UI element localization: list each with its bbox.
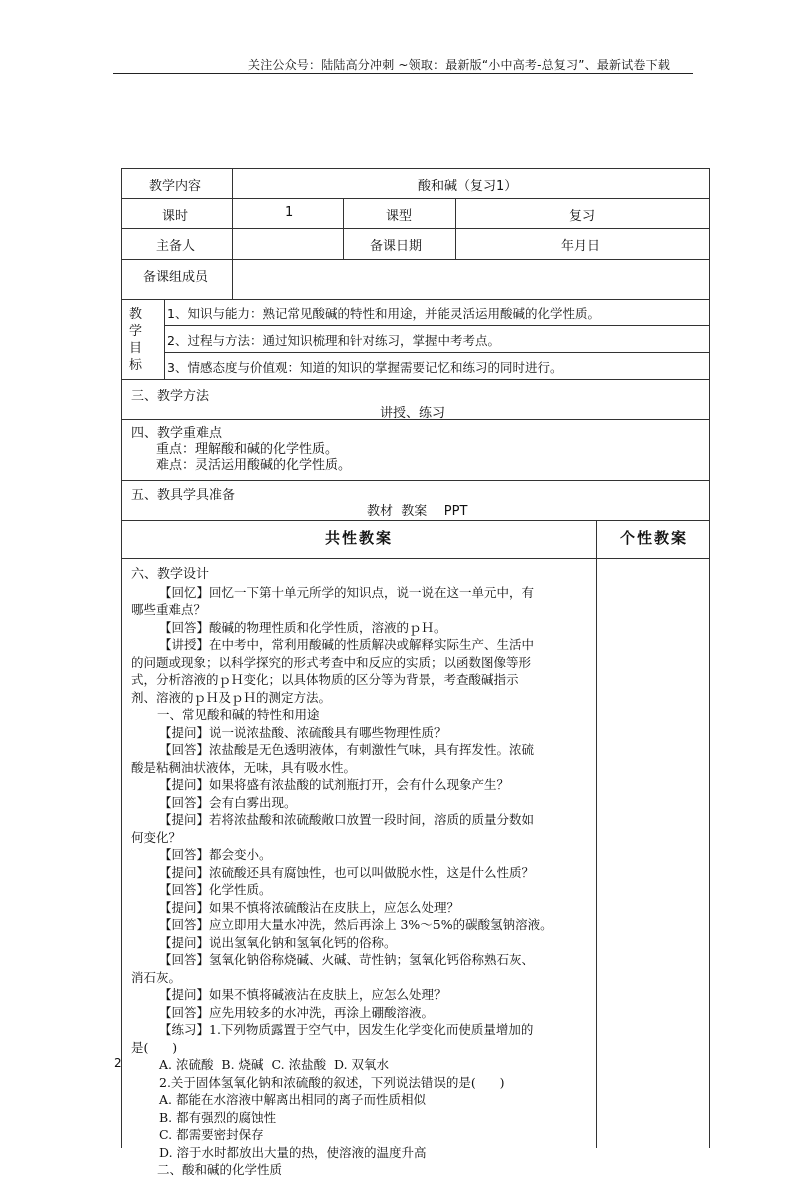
- design-line: 二、酸和碱的化学性质: [157, 1162, 283, 1177]
- preparer-value-cell: [232, 228, 344, 260]
- design-line: 剂、溶液的ｐＨ及ｐＨ的测定方法。: [131, 689, 332, 705]
- date-label: 备课日期: [370, 239, 423, 254]
- design-line: 【回答】化学性质。: [159, 882, 272, 897]
- common-plan-header: 共性教案: [325, 529, 394, 547]
- design-line: C. 都需要密封保存: [159, 1127, 264, 1142]
- design-line: 【练习】1.下列物质露置于空气中，因发生化学变化而使质量增加的: [159, 1022, 534, 1037]
- period-label: 课时: [162, 209, 189, 224]
- design-line: 【回答】浓盐酸是无色透明液体，有刺激性气味，具有挥发性。浓硫: [159, 742, 535, 757]
- design-line: 是( ): [131, 1039, 178, 1055]
- design-line: 【回答】氢氧化钠俗称烧碱、火碱、苛性钠；氢氧化钙俗称熟石灰、: [159, 952, 535, 967]
- tools-title: 五、教具学具准备: [131, 488, 236, 503]
- design-line: 何变化？: [131, 829, 182, 845]
- design-title: 六、教学设计: [131, 567, 210, 582]
- tools-value: 教材 教案 PPT: [367, 504, 468, 519]
- design-line: 【提问】浓硫酸还具有腐蚀性，也可以叫做脱水性，这是什么性质？: [159, 864, 535, 880]
- design-line: 【提问】说一说浓盐酸、浓硫酸具有哪些物理性质？: [159, 724, 447, 740]
- period-value: 1: [285, 205, 294, 220]
- key-points-focus: 重点：理解酸和碱的化学性质。: [156, 442, 339, 457]
- date-value: 年月日: [561, 239, 601, 254]
- design-line: 【讲授】在中考中，常利用酸碱的性质解决或解释实际生产、生活中: [159, 637, 535, 652]
- design-line: 【回答】都会变小。: [159, 847, 272, 862]
- design-line: 式，分析溶液的ｐＨ变化；以具体物质的区分等为背景，考查酸碱指示: [131, 672, 519, 687]
- objectives-label-char: 教: [129, 307, 143, 322]
- key-points-title: 四、教学重难点: [131, 426, 223, 441]
- objectives-label-char: 目: [129, 341, 143, 356]
- objectives-label-char: 标: [129, 358, 143, 373]
- objective-item: 3、情感态度与价值观：知道的知识的掌握需要记忆和练习的同时进行。: [167, 360, 563, 375]
- design-body: [131, 566, 591, 1179]
- design-line: 哪些重难点？: [131, 602, 207, 617]
- design-line: 【回答】会有白雾出现。: [159, 794, 297, 810]
- design-line: 【回答】应先用较多的水冲洗，再涂上硼酸溶液。: [159, 1004, 435, 1020]
- design-line: B. 都有强烈的腐蚀性: [159, 1109, 277, 1125]
- design-line: 【回答】酸碱的物理性质和化学性质，溶液的ｐＨ。: [159, 619, 447, 635]
- design-line: A. 都能在水溶液中解离出相同的离子而性质相似: [159, 1092, 426, 1107]
- objective-item: 1、知识与能力：熟记常见酸碱的特性和用途，并能灵活运用酸碱的化学性质。: [167, 306, 600, 321]
- design-line: 消石灰。: [131, 969, 182, 985]
- objectives-label-char: 学: [129, 324, 143, 339]
- design-line: 【回忆】回忆一下第十单元所学的知识点，说一说在这一单元中，有: [159, 584, 535, 600]
- objective-item: 2、过程与方法：通过知识梳理和针对练习，掌握中考考点。: [167, 333, 500, 348]
- header-divider: [113, 73, 693, 74]
- group-label: 备课组成员: [143, 270, 209, 285]
- design-line: 酸是粘稠油状液体，无味，具有吸水性。: [131, 759, 357, 775]
- design-line: 2.关于固体氢氧化钠和浓硫酸的叙述，下列说法错误的是( ): [159, 1074, 505, 1090]
- methods-title: 三、教学方法: [131, 389, 210, 404]
- design-lines: [131, 584, 591, 1179]
- design-line: 一、常见酸和碱的特性和用途: [157, 707, 320, 722]
- design-line: 的问题或现象；以科学探究的形式考查中和反应的实质；以函数图像等形: [131, 654, 532, 670]
- design-line: D. 溶于水时都放出大量的热，使溶液的温度升高: [159, 1144, 427, 1160]
- design-line: 【提问】如果将盛有浓盐酸的试剂瓶打开，会有什么现象产生？: [159, 777, 510, 792]
- key-points-difficulty: 难点：灵活运用酸碱的化学性质。: [156, 458, 352, 473]
- page-number: 2: [114, 1056, 122, 1070]
- design-line: 【提问】如果不慎将碱液沾在皮肤上，应怎么处理？: [159, 987, 447, 1002]
- objectives-label-cell: [121, 299, 165, 380]
- page-header-note: 关注公众号：陆陆高分冲刺 ~领取：最新版“小中高考-总复习”、最新试卷下载: [248, 58, 671, 72]
- type-value: 复习: [569, 209, 596, 224]
- personal-plan-cell: [596, 558, 710, 1148]
- content-label: 教学内容: [149, 179, 202, 194]
- methods-value: 讲授、练习: [380, 406, 446, 421]
- design-line: A. 浓硫酸 B. 烧碱 C. 浓盐酸 D. 双氧水: [159, 1057, 390, 1072]
- design-line: 【提问】说出氢氧化钠和氢氧化钙的俗称。: [159, 934, 397, 950]
- group-value-cell: [232, 259, 710, 300]
- content-value: 酸和碱（复习1）: [418, 179, 518, 194]
- design-line: 【提问】如果不慎将浓硫酸沾在皮肤上，应怎么处理？: [159, 899, 460, 915]
- personal-plan-header: 个性教案: [620, 529, 689, 547]
- design-line: 【回答】应立即用大量水冲洗，然后再涂上 3%～5%的碳酸氢钠溶液。: [159, 917, 553, 932]
- type-label: 课型: [386, 209, 413, 224]
- preparer-label: 主备人: [156, 239, 196, 254]
- design-line: 【提问】若将浓盐酸和浓硫酸敞口放置一段时间，溶质的质量分数如: [159, 812, 535, 827]
